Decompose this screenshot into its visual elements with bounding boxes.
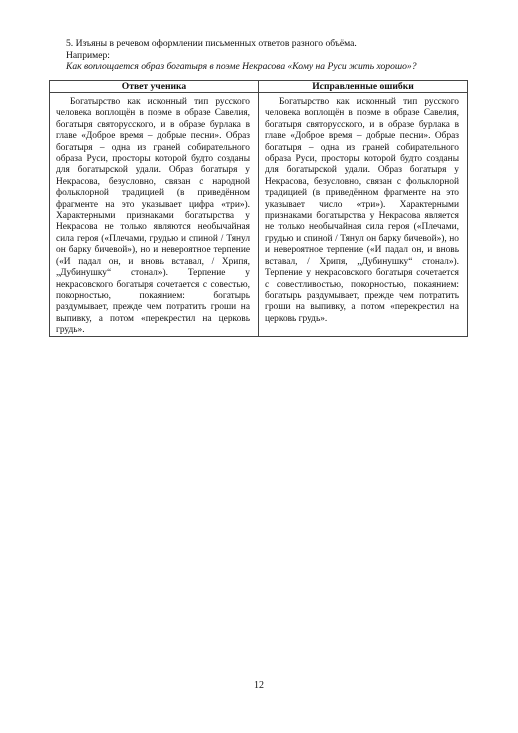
example-question: Как воплощается образ богатыря в поэме Некрасова «Кому на Руси жить хорошо»? bbox=[66, 61, 417, 72]
cell-student-answer: Богатырство как исконный тип русского человека воплощён в поэме в образе Савелия, богатыря святорусского, и в образе бурлака в главе «Доброе время – добрые песни». Образ богатыря – одна из граней собирательного образа Руси, просторы которой будто созданы для богатырской удали. Образ богатыря у Некрасова, безусловно, связан с народной фольклорной традицией (в приведённом фрагменте на это указывает цифра «три»). Характерными признаками богатырства у Некрасова не только являются необычайная сила героя («Плечами, грудью и спиной / Тянул он барку бичевой»), но и невероятное терпение («И падал он, и вновь вставал, / Хрипя, „Дубинушку“ стонал»). Терпение у некрасовского богатыря сочетается с совестью, покорностью, покаянием: богатырь раздумывает, прежде чем потратить гроши на выпивку, а потом «перекрестил на церковь грудь». bbox=[56, 97, 250, 336]
table-body-row bbox=[50, 93, 467, 337]
header-corrected-errors: Исправленные ошибки bbox=[258, 81, 467, 92]
comparison-table bbox=[49, 80, 468, 337]
example-label: Например: bbox=[66, 49, 110, 61]
table-header-row bbox=[50, 81, 467, 93]
page-number: 12 bbox=[254, 680, 264, 691]
intro-block bbox=[66, 38, 466, 73]
item-heading: 5. Изъяны в речевом оформлении письменных ответов разного объёма. bbox=[66, 38, 357, 49]
header-student-answer: Ответ ученика bbox=[121, 81, 187, 92]
cell-corrected-answer: Богатырство как исконный тип русского человека воплощён в поэме в образе Савелия, богатыря святорусского, и в образе бурлака в главе «Доброе время – добрые песни». Образ богатыря – одна из граней собирательного образа Руси, просторы которой будто созданы для богатырской удали. Образ богатыря у Некрасова, безусловно, связан с фольклорной традицией (в приведённом фрагменте на это указывает число «три»). Характерными признаками богатырства у Некрасова является не только необычайная сила героя («Плечами, грудью и спиной / Тянул он барку бичевой»), но и невероятное терпение («И падал он, и вновь вставал, / Хрипя, „Дубинушку“ стонал»). Терпение у некрасовского богатыря сочетается с совестливостью, покорностью, покаянием: богатырь раздумывает, прежде чем потратить гроши на выпивку, а потом «перекрестил на церковь грудь». bbox=[258, 93, 467, 337]
